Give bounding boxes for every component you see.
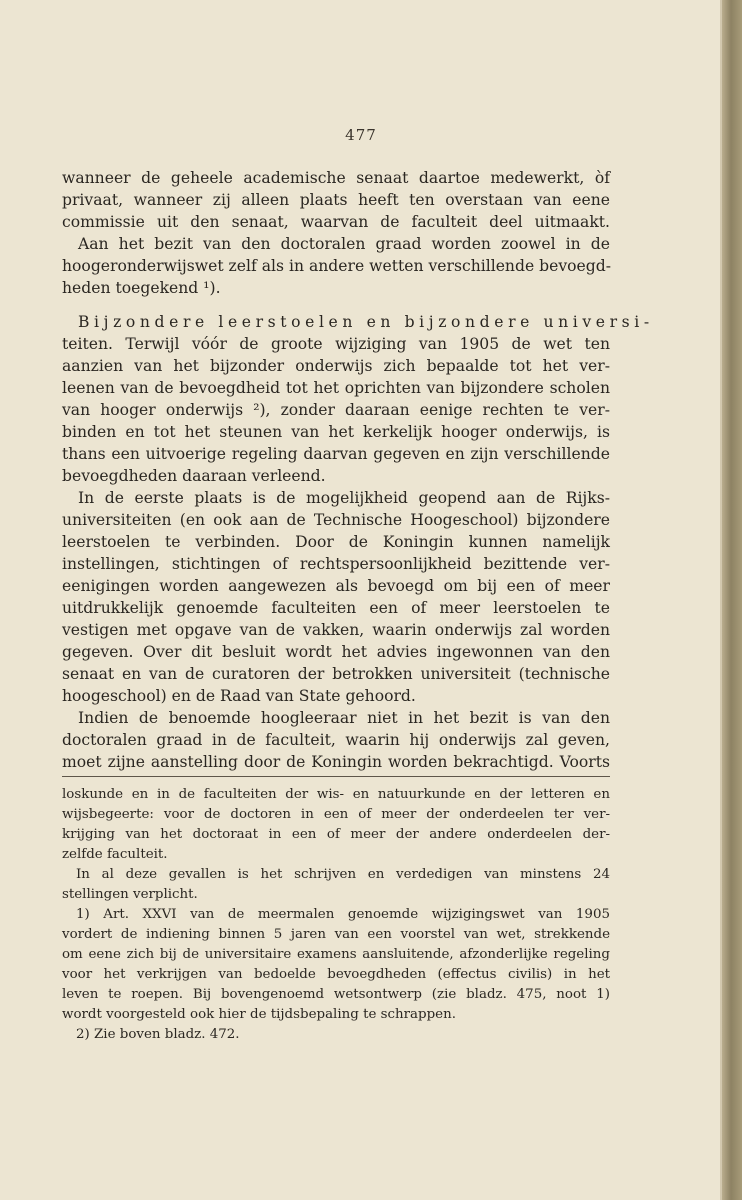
text-line: eenigingen worden aangewezen als bevoegd om bij een of meer — [62, 577, 610, 595]
text-line: commissie uit den senaat, waarvan de faculteit deel uitmaakt. — [62, 213, 610, 231]
text-line: thans een uitvoerige regeling daarvan gegeven en zijn verschillende — [62, 445, 610, 463]
footnote-line: wijsbegeerte: voor de doctoren in een of meer der onderdeelen ter ver- — [62, 807, 610, 822]
text-line: privaat, wanneer zij alleen plaats heeft ten overstaan van eene — [62, 191, 610, 209]
text-line: vestigen met opgave van de vakken, waarin onderwijs zal worden — [62, 621, 610, 639]
footnote-line: wordt voorgesteld ook hier de tijdsbepaling te schrappen. — [62, 1007, 456, 1022]
footnote-line: In al deze gevallen is het schrijven en verdedigen van minstens 24 — [76, 867, 610, 882]
text-line: hoogeschool) en de Raad van State gehoord. — [62, 687, 416, 705]
text-line: uitdrukkelijk genoemde faculteiten een of meer leerstoelen te — [62, 599, 610, 617]
footnote-line: 2) Zie boven bladz. 472. — [76, 1027, 240, 1042]
text-line: In de eerste plaats is de mogelijkheid geopend aan de Rijks- — [78, 489, 610, 507]
page-edge — [722, 0, 742, 1200]
text-line: leerstoelen te verbinden. Door de Koningin kunnen namelijk — [62, 533, 610, 551]
text-line: van hooger onderwijs ²), zonder daaraan eenige rechten te ver- — [62, 401, 610, 419]
footnote-line: loskunde en in de faculteiten der wis- en natuurkunde en der letteren en — [62, 787, 610, 802]
footnote-line: voor het verkrijgen van bedoelde bevoegdheden (effectus civilis) in het — [62, 967, 610, 982]
text-line: wanneer de geheele academische senaat daartoe medewerkt, òf — [62, 169, 610, 187]
text-line: leenen van de bevoegdheid tot het oprichten van bijzondere scholen — [62, 379, 610, 397]
text-line: gegeven. Over dit besluit wordt het advies ingewonnen van den — [62, 643, 610, 661]
text-line: Indien de benoemde hoogleeraar niet in het bezit is van den — [78, 709, 610, 727]
footnote-line: 1) Art. XXVI van de meermalen genoemde wijzigingswet van 1905 — [76, 907, 610, 922]
footnote-line: zelfde faculteit. — [62, 847, 168, 862]
section-heading: Bijzondere leerstoelen en bijzondere universi- — [78, 313, 654, 331]
text-line: aanzien van het bijzonder onderwijs zich bepaalde tot het ver- — [62, 357, 610, 375]
text-line: doctoralen graad in de faculteit, waarin hij onderwijs zal geven, — [62, 731, 610, 749]
footnote-divider — [62, 776, 610, 777]
footnote-line: krijging van het doctoraat in een of meer der andere onderdeelen der- — [62, 827, 610, 842]
text-line: binden en tot het steunen van het kerkelijk hooger onderwijs, is — [62, 423, 610, 441]
footnote-line: vordert de indiening binnen 5 jaren van een voorstel van wet, strekkende — [62, 927, 610, 942]
text-line: hoogeronderwijswet zelf als in andere wetten verschillende bevoegd- — [62, 257, 612, 275]
text-line: universiteiten (en ook aan de Technische Hoogeschool) bijzondere — [62, 511, 610, 529]
footnote-line: stellingen verplicht. — [62, 887, 198, 902]
footnote-line: leven te roepen. Bij bovengenoemd wetsontwerp (zie bladz. 475, noot 1) — [62, 987, 610, 1002]
page-number: 477 — [345, 126, 377, 144]
text-line: teiten. Terwijl vóór de groote wijziging van 1905 de wet ten — [62, 335, 610, 353]
text-line: senaat en van de curatoren der betrokken universiteit (technische — [62, 665, 610, 683]
footnote-line: om eene zich bij de universitaire examens aansluitende, afzonderlijke regeling — [62, 947, 610, 962]
text-line: instellingen, stichtingen of rechtspersoonlijkheid bezittende ver- — [62, 555, 610, 573]
text-line: bevoegdheden daaraan verleend. — [62, 467, 326, 485]
text-line: Aan het bezit van den doctoralen graad worden zoowel in de — [78, 235, 610, 253]
text-line: moet zijne aanstelling door de Koningin worden bekrachtigd. Voorts — [62, 753, 610, 771]
text-line: heden toegekend ¹). — [62, 279, 221, 297]
